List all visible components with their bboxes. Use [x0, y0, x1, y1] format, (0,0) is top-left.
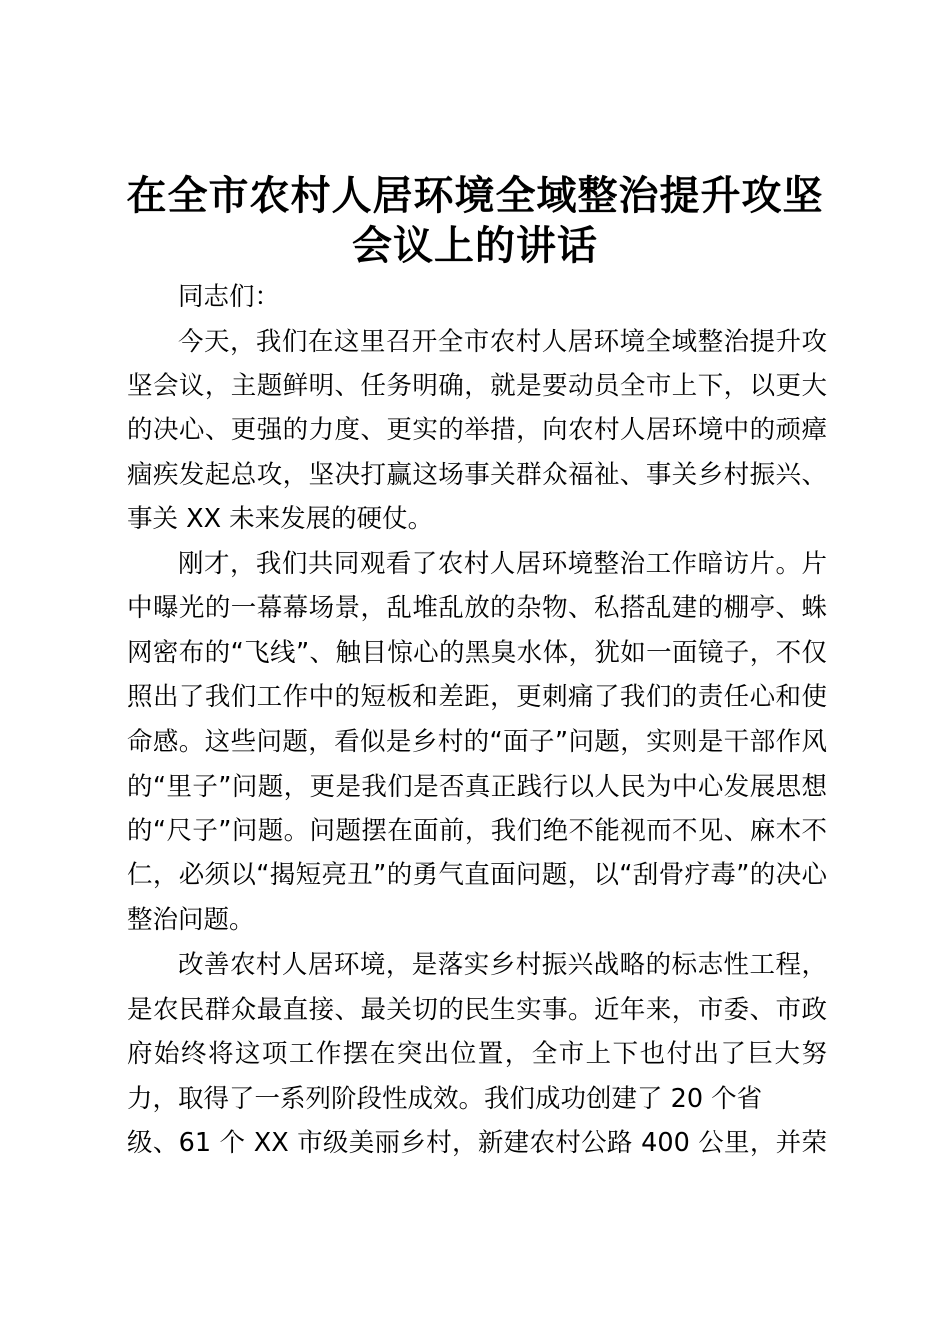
salutation: 同志们： — [178, 282, 281, 312]
paragraph-line: 命感。这些问题，看似是乡村的“面子”问题，实则是干部作风 — [127, 727, 827, 757]
paragraph-line: 照出了我们工作中的短板和差距，更刺痛了我们的责任心和使 — [127, 682, 827, 712]
document-title-line-1: 在全市农村人居环境全域整治提升攻坚 — [126, 172, 824, 219]
paragraph-line: 刚才，我们共同观看了农村人居环境整治工作暗访片。片 — [178, 549, 827, 579]
paragraph-line: 事关 XX 未来发展的硬仗。 — [127, 504, 434, 534]
paragraph-line: 是农民群众最直接、最关切的民生实事。近年来，市委、市政 — [127, 995, 827, 1025]
paragraph-line: 级、61 个 XX 市级美丽乡村，新建农村公路 400 公里，并荣 — [127, 1128, 827, 1158]
paragraph-line: 府始终将这项工作摆在突出位置，全市上下也付出了巨大努 — [127, 1039, 827, 1069]
paragraph-line: 坚会议，主题鲜明、任务明确，就是要动员全市上下，以更大 — [127, 371, 827, 401]
paragraph-line: 的决心、更强的力度、更实的举措，向农村人居环境中的顽瘴 — [127, 415, 827, 445]
paragraph-line: 中曝光的一幕幕场景，乱堆乱放的杂物、私搭乱建的棚亭、蛛 — [127, 593, 827, 623]
paragraph-line: 痼疾发起总攻，坚决打赢这场事关群众福祉、事关乡村振兴、 — [127, 460, 827, 490]
paragraph-line: 整治问题。 — [127, 905, 255, 935]
document-title-line-2: 会议上的讲话 — [352, 222, 598, 269]
paragraph-line: 的“尺子”问题。问题摆在面前，我们绝不能视而不见、麻木不 — [127, 816, 827, 846]
paragraph-line: 的“里子”问题，更是我们是否真正践行以人民为中心发展思想 — [127, 772, 827, 802]
paragraph-line: 力，取得了一系列阶段性成效。我们成功创建了 20 个省 — [127, 1084, 763, 1114]
paragraph-line: 网密布的“飞线”、触目惊心的黑臭水体，犹如一面镜子，不仅 — [127, 638, 827, 668]
paragraph-line: 改善农村人居环境，是落实乡村振兴战略的标志性工程， — [178, 950, 827, 980]
paragraph-line: 今天，我们在这里召开全市农村人居环境全域整治提升攻 — [178, 327, 827, 357]
paragraph-line: 仁，必须以“揭短亮丑”的勇气直面问题，以“刮骨疗毒”的决心 — [127, 860, 827, 890]
